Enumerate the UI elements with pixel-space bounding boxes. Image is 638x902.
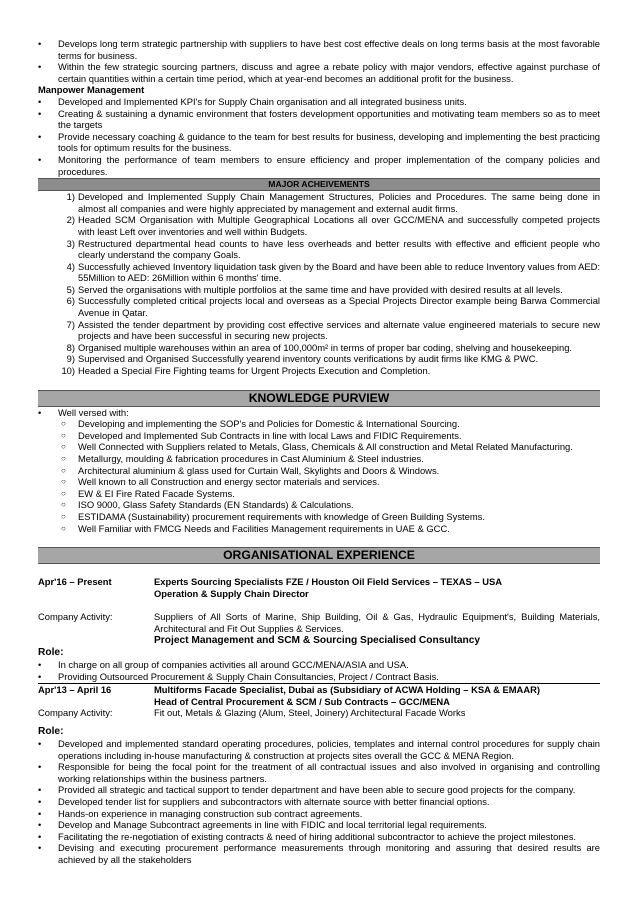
consultancy-text: Project Management and SCM & Sourcing Specialised Consultancy: [154, 634, 481, 646]
bullet-item: • Provide necessary coaching & guidance to the team for best results for business, developing and implementing the best practicing tools for optimum results for the business.: [38, 130, 600, 154]
bullet-item: • Provided all strategic and tactical support to tender department and have been able to secure good projects for the company.: [38, 784, 576, 796]
role-label: Role:: [38, 726, 64, 737]
bullet-item: • Develop and Manage Subcontract agreements in line with FIDIC and local territorial legal requirements.: [38, 819, 487, 831]
experience-heading: ORGANISATIONAL EXPERIENCE: [38, 547, 600, 564]
achievement-item: 7) Assisted the tender department by providing cost effective services and alternate value engineered materials to secure new projects and have been successful in securing new projects.: [66, 318, 600, 342]
job1-company: Experts Sourcing Specialists FZE / Houston Oil Field Services – TEXAS – USA: [154, 576, 503, 588]
job2-header: [0, 684, 638, 707]
achievement-item: 2) Headed SCM Organisation with Multiple Geographical Locations all over GCC/MENA and successfully competed projects with least Left over inventories and well within Budgets.: [66, 214, 600, 237]
activity-label: Company Activity:: [38, 611, 113, 623]
bullet-item: • Creating & sustaining a dynamic environment that fosters development opportunities and motivating team members so as to meet the targets: [38, 107, 600, 131]
job2-activity: [0, 707, 638, 719]
job2-dates: Apr'13 – April 16: [38, 684, 112, 696]
role-label: Role:: [38, 647, 64, 659]
bullet-item: • Devising and executing procurement performance measurements through monitoring and assuring that desired results are achieved by all the stakeholders: [38, 842, 600, 865]
achievement-item: 3) Restructured departmental head counts to have less overheads and better results with effective and efficient people who clearly understand the company Goals.: [66, 237, 600, 261]
activity-text: Suppliers of All Sorts of Marine, Ship Building, Oil & Gas, Hydraulic Equipment's, Building Materials, Architectural and Fit Out Supplies & Services.: [154, 611, 600, 634]
job1-dates: Apr'16 – Present: [38, 576, 112, 588]
job2-company: Multiforms Facade Specialist, Dubai as (Subsidiary of ACWA Holding – KSA & EMAAR): [154, 684, 540, 696]
bullet-item: • Facilitating the re-negotiation of existing contracts & need of hiring additional subcontractor to achieve the project milestones.: [38, 830, 577, 842]
job1-title: Operation & Supply Chain Director: [154, 587, 309, 599]
achievements-heading: MAJOR ACHEIVEMENTS: [38, 178, 600, 191]
sub-bullet-item: ○ EW & EI Fire Rated Facade Systems.: [61, 487, 235, 499]
sub-bullet-item: ○ ISO 9000, Glass Safety Standards (EN Standards) & Calculations.: [61, 499, 354, 511]
activity-label: Company Activity:: [38, 707, 113, 719]
knowledge-heading: KNOWLEDGE PURVIEW: [38, 390, 600, 407]
achievement-item: 5) Served the organisations with multiple portfolios at the same time and have provided with desired results at all levels.: [66, 283, 563, 295]
bullet-item: • Developed tender list for suppliers and subcontractors with alternate source with better financial options.: [38, 795, 490, 807]
achievement-item: 6) Successfully completed critical projects local and overseas as a Special Projects Director example being Barwa Commercial Avenue in Qatar.: [66, 295, 600, 319]
job1-activity: [0, 611, 638, 647]
achievement-item: 9) Supervised and Organised Successfully yearend inventory counts verifications by audit firms like KMG & PWC.: [66, 353, 539, 365]
bullet-item: • Monitoring the performance of team members to ensure efficiency and proper implementation of the company policies and procedures.: [38, 153, 600, 177]
bullet-item: • In charge on all group of companies activities all around GCC/MENA/ASIA and USA.: [38, 659, 409, 671]
bullet-item: • Within the few strategic sourcing partners, discuss and agree a rebate policy with major vendors, effective against purchase of certain quantities within a certain time period, which at year-end becomes an additional profit for the business.: [38, 61, 600, 84]
sub-bullet-item: ○ Metallurgy, moulding & fabrication procedures in Cast Aluminium & Steel industries.: [61, 453, 424, 464]
bullet-item: • Responsible for being the focal point for the treatment of all contractual issues and also involved in organising and controlling working relationships within the business partners.: [38, 761, 600, 784]
bullet-item: • Develops long term strategic partnership with suppliers to have best cost effective deals on long terms basis at the most favorable terms for business.: [38, 38, 600, 61]
achievement-item: 8) Organised multiple warehouses within an area of 100,000m² in terms of proper bar coding, shelving and housekeeping.: [66, 341, 573, 353]
achievement-item: 4) Successfully achieved Inventory liquidation task given by the Board and have been able to reduce Inventory values from AED: 55Million to AED: 26Million within 6 months' time.: [66, 260, 600, 284]
sub-bullet-item: ○ ESTIDAMA (Sustainability) procurement requirements with knowledge of Green Building Systems.: [61, 510, 485, 522]
job1-header: [0, 576, 638, 599]
manpower-heading: Manpower Management: [38, 84, 145, 96]
activity-text: Fit out, Metals & Glazing (Alum, Steel, Joinery) Architectural Facade Works: [154, 707, 466, 719]
sub-bullet-item: ○ Well known to all Construction and energy sector materials and services.: [61, 476, 380, 488]
sub-bullet-item: ○ Well Connected with Suppliers related to Metals, Glass, Chemicals & All construction and Metal Related Manufacturing.: [61, 441, 573, 453]
bullet-item: • Well versed with:: [38, 406, 129, 418]
achievement-item: 10) Headed a Special Fire Fighting teams for Urgent Projects Execution and Completion.: [61, 365, 431, 377]
achievement-item: 1) Developed and Implemented Supply Chain Management Structures, Policies and Procedures. The same being done in almost all companies and were highly appreciated by management and external audit firms.: [66, 191, 600, 214]
bullet-item: • Hands-on experience in managing construction sub contract agreements.: [38, 807, 363, 819]
bullet-item: • Providing Outsourced Procurement & Supply Chain Consultancies, Project / Contract Basis.: [38, 670, 439, 682]
bullet-item: • Developed and Implemented KPI's for Supply Chain organisation and all integrated business units.: [38, 95, 467, 107]
sub-bullet-item: ○ Developing and implementing the SOP's and Policies for Domestic & International Sourcing.: [61, 418, 460, 430]
bullet-item: • Developed and implemented standard operating procedures, policies, templates and internal control procedures for supply chain operations including in-house manufacturing & construction at projects sites overall the GCC & MENA Region.: [38, 738, 600, 761]
sub-bullet-item: ○ Well Familiar with FMCG Needs and Facilities Management requirements in UAE & GCC.: [61, 522, 450, 534]
job2-title: Head of Central Procurement & SCM / Sub Contracts – GCC/MENA: [154, 695, 450, 707]
sub-bullet-item: ○ Developed and Implemented Sub Contracts in line with local Laws and FIDIC Requirements.: [61, 429, 462, 441]
sub-bullet-item: ○ Architectural aluminium & glass used for Curtain Wall, Skylights and Doors & Windows.: [61, 464, 440, 476]
